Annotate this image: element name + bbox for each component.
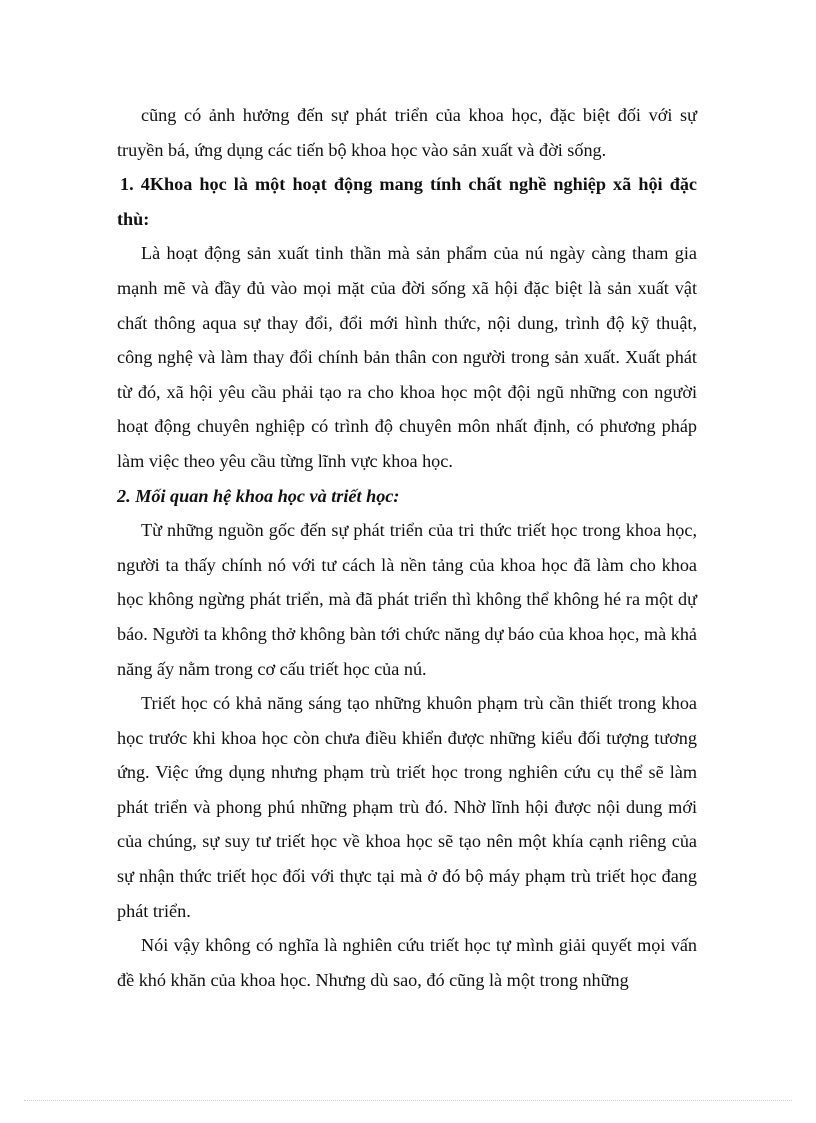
page-content [117, 98, 697, 997]
section-heading-1-4: 1. 4Khoa học là một hoạt động mang tính chất nghề nghiệp xã hội đặc thù: [117, 174, 697, 229]
paragraph-science-activity: Là hoạt động sản xuất tinh thần mà sản phẩm của nú ngày càng tham gia mạnh mẽ và đầy đủ vào mọi mặt của đời sống xã hội đặc biệt là sản xuất vật chất thông aqua sự thay đổi, đổi mới hình thức, nội dung, trình độ kỹ thuật, công nghệ và làm thay đổi chính bản thân con người trong sản xuất. Xuất phát từ đó, xã hội yêu cầu phải tạo ra cho khoa học một đội ngũ những con người hoạt động chuyên nghiệp có trình độ chuyên môn nhất định, có phương pháp làm việc theo yêu cầu từng lĩnh vực khoa học. [117, 243, 697, 471]
paragraph-philosophy-categories: Triết học có khả năng sáng tạo những khuôn phạm trù cần thiết trong khoa học trước khi khoa học còn chưa điều khiển được những kiểu đối tượng tương ứng. Việc ứng dụng nhưng phạm trù triết học trong nghiên cứu cụ thể sẽ làm phát triển và phong phú những phạm trù đó. Nhờ lĩnh hội được nội dung mới của chúng, sự suy tư triết học về khoa học sẽ tạo nên một khía cạnh riêng của sự nhận thức triết học đối với thực tại mà ở đó bộ máy phạm trù triết học đang phát triển. [117, 693, 697, 921]
paragraph-origins: Từ những nguồn gốc đến sự phát triển của tri thức triết học trong khoa học, người ta thấy chính nó với tư cách là nền tảng của khoa học đã làm cho khoa học không ngừng phát triển, mà đã phát triển thì không thể không hé ra một dự báo. Người ta không thở không bàn tới chức năng dự báo của khoa học, mà khả năng ấy nằm trong cơ cấu triết học của nú. [117, 520, 697, 679]
paragraph-continuation: cũng có ảnh hưởng đến sự phát triển của khoa học, đặc biệt đối với sự truyền bá, ứng dụng các tiến bộ khoa học vào sản xuất và đời sống. [117, 105, 697, 160]
section-heading-2: 2. Mối quan hệ khoa học và triết học: [117, 485, 400, 506]
paragraph-conclusion-fragment: Nói vậy không có nghĩa là nghiên cứu triết học tự mình giải quyết mọi vấn đề khó khăn của khoa học. Nhưng dù sao, đó cũng là một trong những [117, 935, 697, 990]
page-bottom-divider [24, 1100, 792, 1101]
